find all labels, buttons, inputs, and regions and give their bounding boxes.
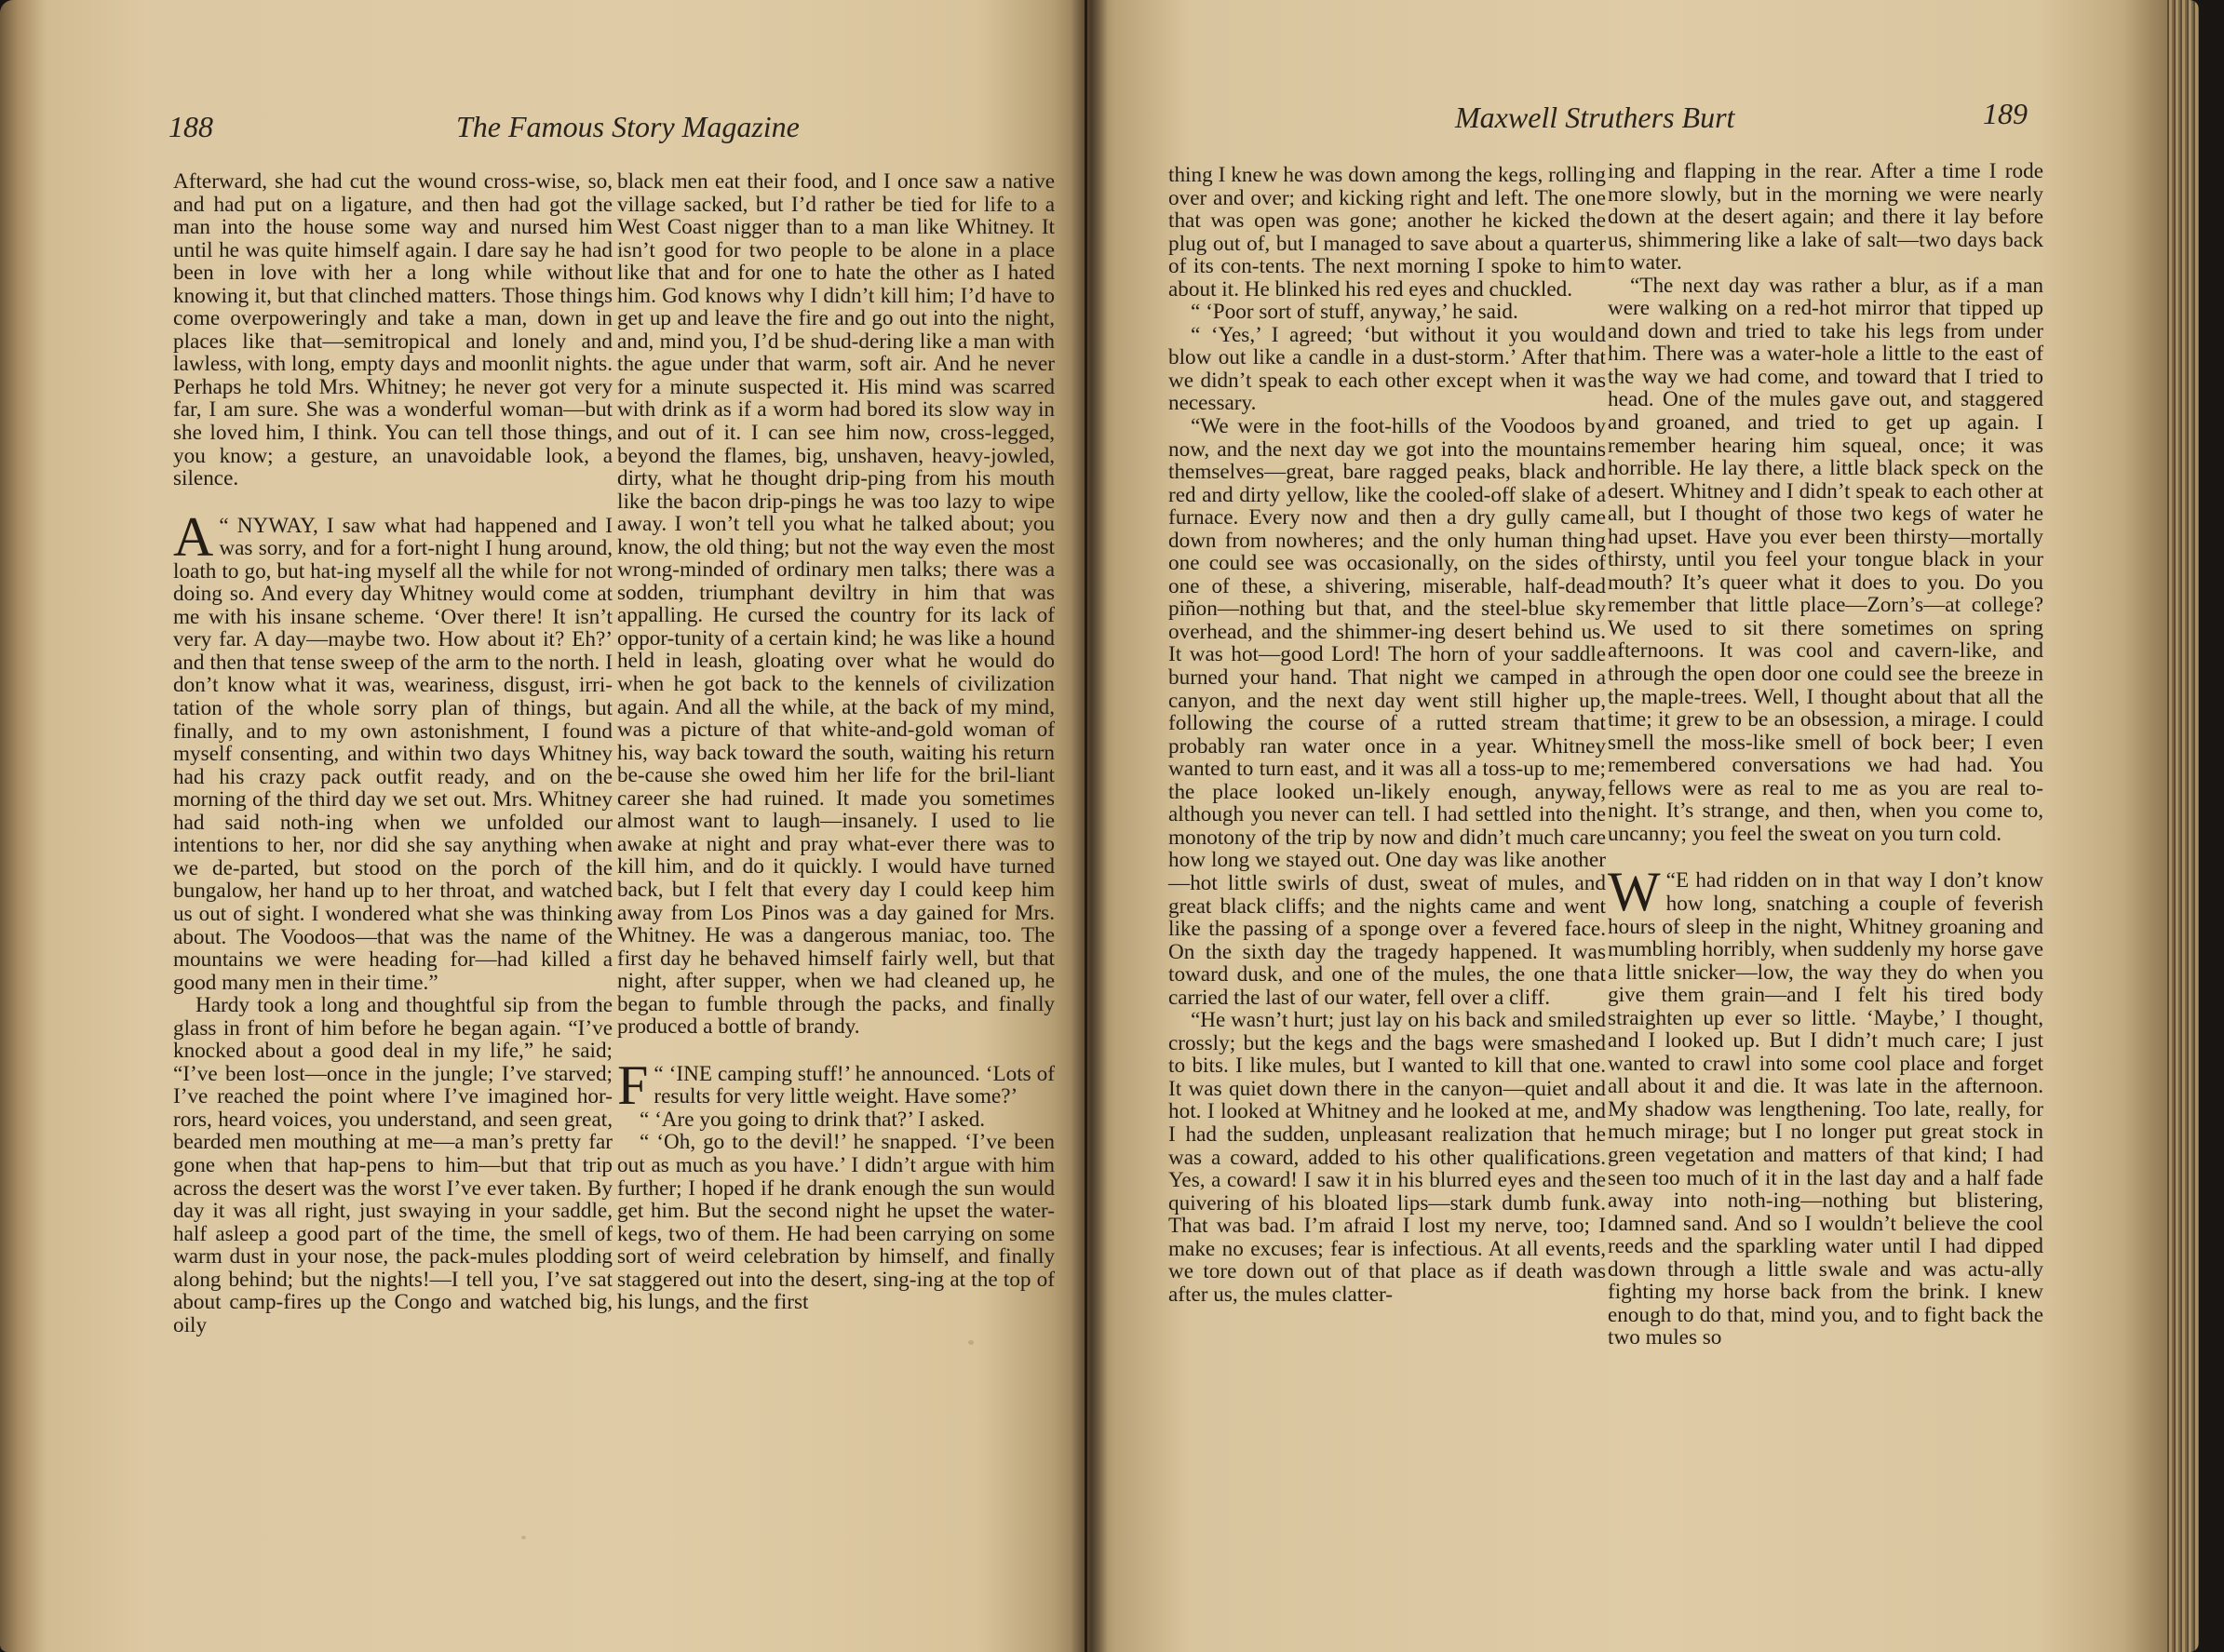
paragraph: Hardy took a long and thoughtful sip from the glass in front of him before he began again. “I’ve knocked about a good deal in my life,” he said; “I’ve been lost—once in the jungle; I’ve starved; I’ve reached the point where I’ve imagined hor-rors, heard voices, you understand, and seen great, bearded men mouthing at me—a man’s pretty far gone when that hap-pens to him—but that trip across the desert was the worst I’ve ever taken. By day it was all right, just swaying in your saddle, half asleep a good part of the time, the smell of warm dust in your nose, the pack-mules plodding along behind; but the nights!—I tell you, I’ve sat about camp-fires up the Congo and watched big, oily bbox=[173, 993, 613, 1337]
paragraph: “He wasn’t hurt; just lay on his back and smiled crossly; but the kegs and the bags were smashed to bits. I like mules, but I wanted to kill that one. It was quiet down there in the canyon—quiet and hot. I looked at Whitney and he looked at me, and I had the sudden, unpleasant realization that he was a coward, added to his other qualifications. Yes, a coward! I saw it in his blurred eyes and the quivering of his bloated lips—stark dumb funk. That was bad. I’m afraid I lost my nerve, too; I make no excuses; fear is infectious. At all events, we tore down out of that place as if death was after us, the mules clatter- bbox=[1168, 1008, 1606, 1307]
paragraph: “ ‘Are you going to drink that?’ I asked. bbox=[640, 1107, 986, 1132]
left-page bbox=[0, 0, 1085, 1652]
text-column-1 bbox=[1168, 164, 1606, 1306]
page-number: 188 bbox=[168, 110, 213, 143]
drop-cap: F bbox=[617, 1054, 649, 1116]
paragraph: “ ‘Oh, go to the devil!’ he snapped. ‘I’ve been out as much as you have.’ I didn’t argue with him further; I hoped if he drank enough the sun would get him. But the second night he upset the water-kegs, two of them. He had been carrying on some sort of weird celebration by himself, and finally staggered out into the desert, sing-ing at the top of his lungs, and the first bbox=[617, 1130, 1055, 1315]
paragraph-section-start: “ ‘ F INE camping stuff!’ he announced. ‘Lots of results for very little weight. Have some?’ bbox=[617, 1054, 1055, 1116]
book-gutter bbox=[1071, 0, 1108, 1652]
paragraph: “ ‘Yes,’ I agreed; ‘but without it you would blow out like a candle in a dust-storm.’ After that we didn’t speak to each other except when it was necessary. bbox=[1168, 322, 1606, 416]
paragraph: thing I knew he was down among the kegs, rolling over and over; and kicking right and left. The one that was open was gone; another he kicked the plug out of, but I managed to save about a quarter of its con-tents. The next morning I spoke to him about it. He blinked his red eyes and chuckled. bbox=[1168, 163, 1606, 302]
paragraph-section-start: “ A NYWAY, I saw what had happened and I was sorry, and for a fort-night I hung around, loath to go, but hat-ing myself all the while for not doing so. And every day Whitney would come at me with his insane scheme. ‘Over there! It isn’t very far. A day—maybe two. How about it? Eh?’ and then that tense sweep of the arm to the north. I don’t know what it was, weariness, disgust, irri-tation of the whole sorry plan of things, but finally, and to my own astonishment, I found myself consenting, and within two days Whitney had his crazy pack outfit ready, and on the morning of the third day we set out. Mrs. Whitney had said noth-ing when we unfolded our intentions to her, nor did she say anything when we de-parted, but stood on the porch of the bungalow, her hand up to her throat, and watched us out of sight. I wondered what she was thinking about. The Voodoos—that was the name of the mountains we were heading for—had killed a good many men in their time.” bbox=[173, 505, 613, 995]
text-column-2 bbox=[617, 170, 1055, 1314]
paragraph: “ ‘Poor sort of stuff, anyway,’ he said. bbox=[1191, 300, 1518, 325]
paragraph-section-start: “ W E had ridden on in that way I don’t know how long, snatching a couple of feverish hours of sleep in the night, Whitney groaning and mumbling horribly, when suddenly my horse gave a little snicker—low, the way they do when you give them grain—and I felt his tired body straighten up ever so little. ‘Maybe,’ I thought, and I looked up. But I didn’t much care; I just wanted to crawl into some cool place and forget all about it and die. It was late in the afternoon. My shadow was lengthening. Too late, really, for much mirage; but I no longer put great stock in green vegetation and matters of that kind; I had seen too much of it in the last day and a half fade away into noth-ing—nothing but blistering, damned sand. And so I wouldn’t believe the cool reeds and the sparkling water until I had dipped down through a little swale and was actu-ally fighting my horse back from the brink. I knew enough to do that, mind you, and to fight back the two mules so bbox=[1608, 861, 2043, 1350]
paragraph: Afterward, she had cut the wound cross-wise, so, and had put on a ligature, and then had got the man into the house some way and nursed him until he was quite himself again. I dare say he had been in love with her a long while without knowing it, but that clinched matters. Those things come overpoweringly and take a man, down in places like that—semitropical and lonely and lawless, with long, empty days and moonlit nights. Perhaps he told Mrs. Whitney; he never got very far, I am sure. She was a wonderful woman—but she loved him, I think. You can tell those things, you know; a gesture, an unavoidable look, a silence. bbox=[173, 169, 613, 491]
paper-speck bbox=[521, 1536, 526, 1539]
paragraph: “We were in the foot-hills of the Voodoos by now, and the next day we got into the mountains themselves—great, bare ragged peaks, black and red and dirty yellow, like the cooled-off slake of a furnace. Every now and then a dry gully came down from nowheres; and the only human thing one could see was occasionally, on the sides of one of these, a shivering, miserable, half-dead piñon—nothing but that, and the steel-blue sky overhead, and the shimmer-ing desert behind us. It was hot—good Lord! The horn of your saddle burned your hand. That night we camped in a canyon, and the next day went still higher up, following the course of a rutted stream that probably ran water once in a year. Whitney wanted to turn east, and it was all a toss-up to me; the place looked un-likely enough, anyway, although you never can tell. I had settled into the monotony of the trip by now and didn’t much care how long we stayed out. One day was like another—hot little swirls of dust, sweat of mules, and great black cliffs; and the nights came and went like the passing of a sponge over a fevered face. On the sixth day the tragedy happened. It was toward dusk, and one of the mules, the one that carried the last of our water, fell over a cliff. bbox=[1168, 414, 1606, 1010]
paragraph: black men eat their food, and I once saw a native village sacked, but I’d rather be tied for life to a West Coast nigger than to a man like Whitney. It isn’t good for two people to be alone in a place like that and for one to hate the other as I hated him. God knows why I didn’t kill him; I’d have to get up and leave the fire and go out into the night, and, mind you, I’d be shud-dering like a man with the ague under that warm, soft air. And he never for a minute suspected it. His mind was scarred with drink as if a worm had bored its slow way in and out of it. I can see him now, cross-legged, beyond the flames, big, unshaven, heavy-jowled, dirty, what he thought drip-ping from his mouth like the bacon drip-pings he was too lazy to wipe away. I won’t tell you what he talked about; you know, the old thing; but not the way even the most wrong-minded of ordinary men talks; there was a sodden, triumphant deviltry in him that was appalling. He cursed the country for its lack of oppor-tunity of a certain kind; he was like a hound held in leash, gloating over what he would do when he got back to the kennels of civilization again. And all the while, at the back of my mind, was a picture of that white-and-gold woman of his, way back toward the south, waiting his return be-cause she owed him her life for the bril-liant career she had ruined. It made you sometimes almost want to laugh—insanely. I used to lie awake at night and pray what-ever there was to kill him, and do it quickly. I would have turned back, but I felt that every day I could keep him away from Los Pinos was a day gained for Mrs. Whitney. He was a dangerous maniac, too. The first day he behaved himself fairly well, but that night, after supper, when we had cleaned up, he began to fumble through the packs, and finally produced a bottle of brandy. bbox=[617, 169, 1055, 1040]
paragraph: “The next day was rather a blur, as if a man were walking on a red-hot mirror that tipped up and down and tried to take his legs from under him. There was a water-hole a little to the east of the way we had come, and toward that I tried to head. One of the mules gave out, and staggered and groaned, and tried to get up again. I remember hearing him squeal, once; it was horrible. He lay there, a little black speck on the desert. Whitney and I didn’t speak to each other at all, but I thought of those two kegs of water he had upset. Have you ever been thirsty—mortally thirsty, until you feel your tongue black in your mouth? It’s queer what it does to you. Do you remember that little place—Zorn’s—at college? We used to sit there sometimes on spring afternoons. It was cool and cavern-like, and through the open door one could see the breeze in the maple-trees. Well, I thought about that all the time; it grew to be an obsession, a mirage. I could smell the moss-like smell of bock beer; I even remembered conversations we had had. You fellows were as real to me as you are real to-night. It’s strange, and then, when you come to, uncanny; you feel the sweat on you turn cold. bbox=[1608, 273, 2043, 846]
paragraph: ing and flapping in the rear. After a time I rode more slowly, but in the morning we were nearly down at the desert again; and there it lay before us, shimmering like a lake of salt—two days back to water. bbox=[1608, 159, 2043, 275]
text-column-2 bbox=[1608, 160, 2043, 1350]
text-column-1 bbox=[173, 170, 613, 1336]
open-quote: “ bbox=[1665, 868, 1676, 893]
running-head: Maxwell Struthers Burt bbox=[1455, 101, 1735, 134]
drop-cap: A bbox=[173, 505, 214, 568]
page-number: 189 bbox=[1983, 97, 2028, 130]
paper-speck bbox=[968, 1340, 974, 1345]
drop-cap: W bbox=[1608, 861, 1661, 923]
open-quote: “ bbox=[219, 513, 237, 538]
open-quote: “ ‘ bbox=[654, 1061, 677, 1086]
page-edges bbox=[2167, 0, 2199, 1652]
right-page bbox=[1087, 0, 2190, 1652]
running-head: The Famous Story Magazine bbox=[456, 110, 800, 143]
